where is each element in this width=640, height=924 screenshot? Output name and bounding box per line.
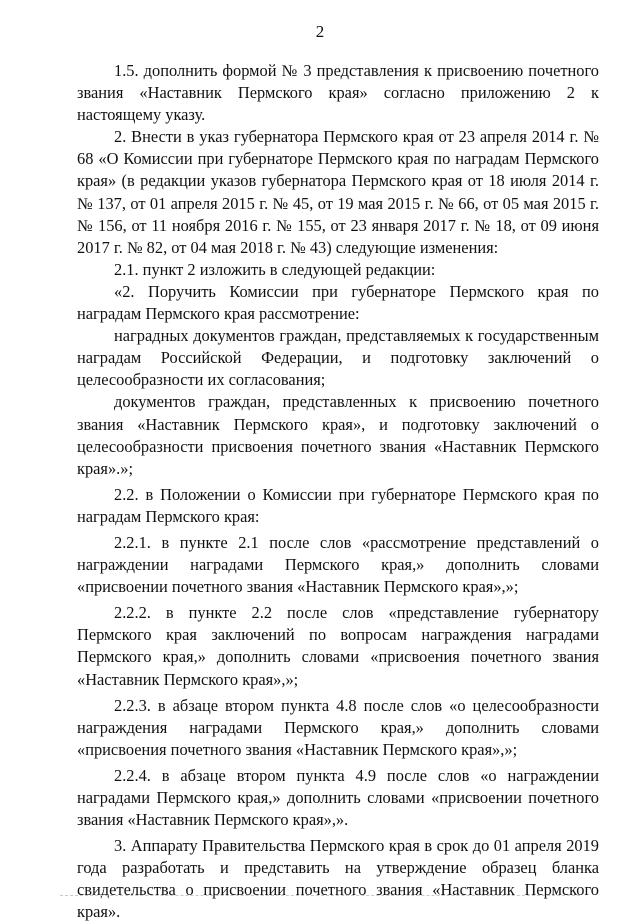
paragraph-2-2-1: 2.2.1. в пункте 2.1 после слов «рассмотрение представлений о награждении наградами Пермского края,» дополнить словами «присвоении почетного звания «Наставник Пермского края»,»; — [77, 532, 599, 597]
paragraph-2-2-3: 2.2.3. в абзаце втором пункта 4.8 после слов «о целесообразности награждения наградами Пермского края,» дополнить словами «присвоения почетного звания «Наставник Пермского края»,»; — [77, 695, 599, 759]
paragraph-award-documents: наградных документов граждан, представляемых к государственным наградам Российской Федерации, и подготовку заключений о целесообразности их согласования; — [77, 326, 599, 390]
paragraph-1-5: 1.5. дополнить формой № 3 представления к присвоению почетного звания «Наставник Пермского края» согласно приложению 2 к настоящему указу. — [77, 61, 599, 125]
footer-divider — [60, 895, 580, 896]
paragraph-2-2-4: 2.2.4. в абзаце втором пункта 4.9 после слов «о награждении наградами Пермского края,» дополнить словами «присвоении почетного звания «Наставник Пермского края»,». — [77, 765, 599, 830]
page-number: 2 — [315, 22, 325, 41]
paragraph-2-2-2: 2.2.2. в пункте 2.2 после слов «представление губернатору Пермского края заключений по вопросам награждения наградами Пермского края,» дополнить словами «присвоения почетного звания «Наставник Пермского края»,»; — [77, 603, 599, 689]
paragraph-3: 3. Аппарату Правительства Пермского края в срок до 01 апреля 2019 года разработать и представить на утверждение образец бланка свидетельства о присвоении почетного звания «Наставник Пермского края». — [77, 836, 599, 922]
paragraph-2-2: 2.2. в Положении о Комиссии при губернаторе Пермского края по наградам Пермского края: — [77, 484, 599, 526]
paragraph-title-documents: документов граждан, представленных к присвоению почетного звания «Наставник Пермского края», и подготовку заключений о целесообразности присвоения почетного звания «Наставник Пермского края».»; — [77, 392, 599, 478]
paragraph-2-1: 2.1. пункт 2 изложить в следующей редакции: — [114, 259, 436, 279]
document-body — [77, 60, 599, 924]
paragraph-2: 2. Внести в указ губернатора Пермского края от 23 апреля 2014 г. № 68 «О Комиссии при губернаторе Пермского края по наградам Пермского края» (в редакции указов губернатора Пермского края от 18 июля 2014 г. № 137, от 01 апреля 2015 г. № 45, от 19 мая 2015 г. № 66, от 05 мая 2015 г. № 156, от 11 ноября 2016 г. № 155, от 23 января 2017 г. № 18, от 09 июня 2017 г. № 82, от 04 мая 2018 г. № 43) следующие изменения: — [77, 127, 599, 257]
paragraph-2-1-quote: «2. Поручить Комиссии при губернаторе Пермского края по наградам Пермского края рассмотрение: — [77, 281, 599, 324]
